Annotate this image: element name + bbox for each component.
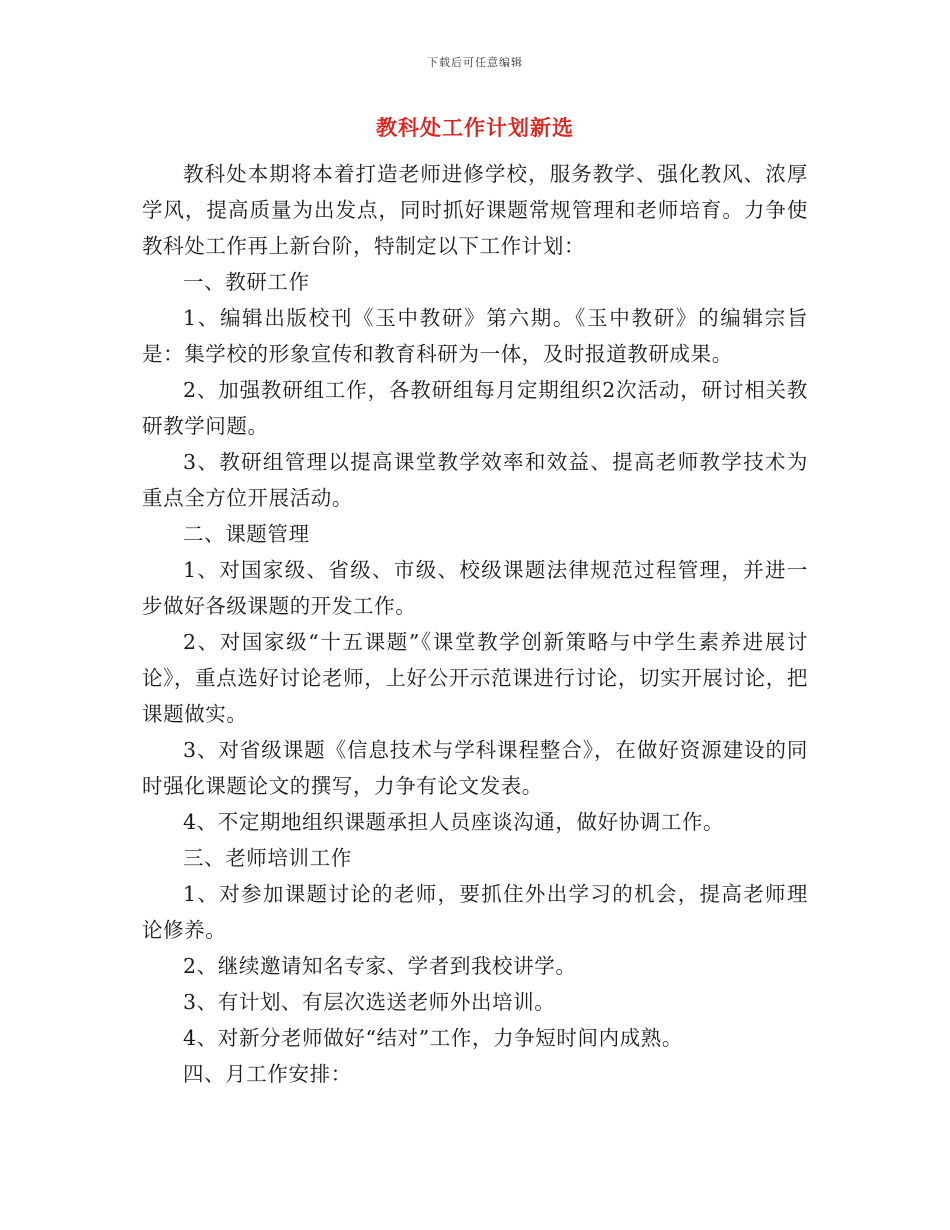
paragraph: 1、编辑出版校刊《玉中教研》第六期。《玉中教研》的编辑宗旨是：集学校的形象宣传和教育科研为一体，及时报道教研成果。 xyxy=(142,306,808,366)
paragraph: 4、不定期地组织课题承担人员座谈沟通，做好协调工作。 xyxy=(183,810,725,834)
document-body xyxy=(142,156,808,1092)
paragraph: 1、对国家级、省级、市级、校级课题法律规范过程管理，并进一步做好各级课题的开发工作。 xyxy=(142,558,808,618)
section-heading-topics: 二、课题管理 xyxy=(183,522,310,546)
paragraph: 2、对国家级“十五课题”《课堂教学创新策略与中学生素养进展讨论》，重点选好讨论老师，上好公开示范课进行讨论，切实开展讨论，把课题做实。 xyxy=(142,630,808,726)
paragraph: 2、加强教研组工作，各教研组每月定期组织2次活动，研讨相关教研教学问题。 xyxy=(142,378,808,438)
document-title: 教科处工作计划新选 xyxy=(376,116,574,140)
paragraph: 3、有计划、有层次选送老师外出培训。 xyxy=(183,990,556,1014)
paragraph: 3、教研组管理以提高课堂教学效率和效益、提高老师教学技术为重点全方位开展活动。 xyxy=(142,450,808,510)
paragraph: 2、继续邀请知名专家、学者到我校讲学。 xyxy=(183,954,577,978)
section-heading-monthly: 四、月工作安排： xyxy=(183,1062,352,1086)
paragraph-intro: 教科处本期将本着打造老师进修学校，服务教学、强化教风、浓厚学风，提高质量为出发点，同时抓好课题常规管理和老师培育。力争使教科处工作再上新台阶，特制定以下工作计划： xyxy=(142,162,808,258)
header-note: 下载后可任意编辑 xyxy=(427,56,523,69)
section-heading-training: 三、老师培训工作 xyxy=(183,846,352,870)
paragraph: 1、对参加课题讨论的老师，要抓住外出学习的机会，提高老师理论修养。 xyxy=(142,882,808,942)
paragraph: 3、对省级课题《信息技术与学科课程整合》，在做好资源建设的同时强化课题论文的撰写，力争有论文发表。 xyxy=(142,738,808,798)
section-heading-research: 一、教研工作 xyxy=(183,270,310,294)
paragraph: 4、对新分老师做好“结对”工作，力争短时间内成熟。 xyxy=(183,1026,684,1050)
